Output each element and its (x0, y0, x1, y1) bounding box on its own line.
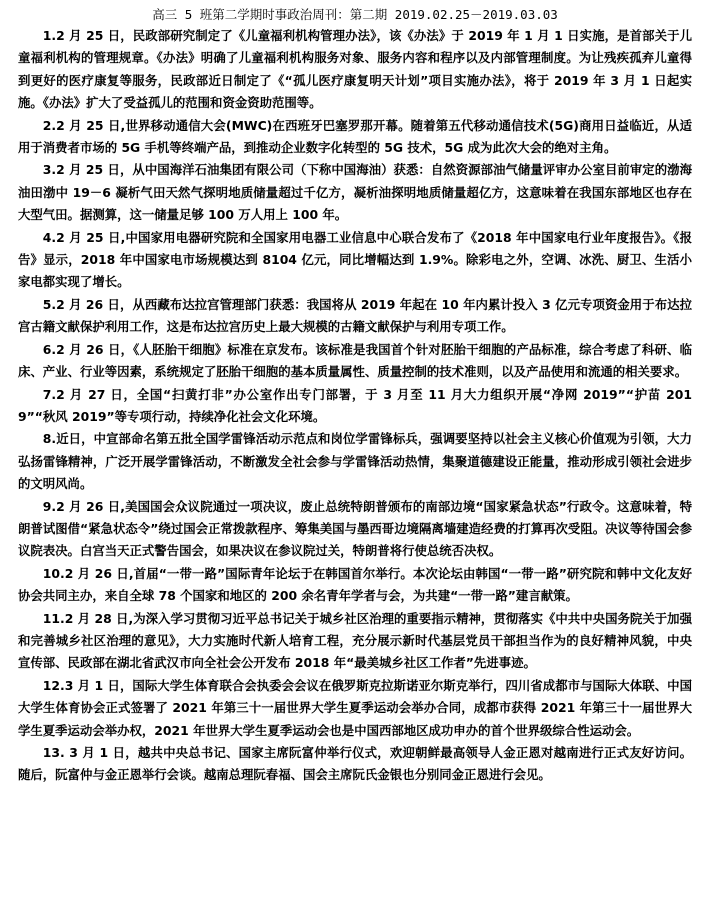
news-list (18, 25, 692, 787)
news-item-13: 13. 3 月 1 日，越共中央总书记、国家主席阮富仲举行仪式，欢迎朝鲜最高领导人金正恩对越南进行正式友好访问。随后，阮富仲与金正恩举行会谈。越南总理阮春福、国会主席阮氏金银也分别同金正恩进行会见。 (18, 745, 692, 783)
news-item-6: 6.2 月 26 日，《人胚胎干细胞》标准在京发布。该标准是我国首个针对胚胎干细胞的产品标准，综合考虑了科研、临床、产业、行业等因素，系统规定了胚胎干细胞的基本质量属性、质量控制的技术准则，以及产品使用和流通的相关要求。 (18, 341, 692, 380)
news-item-5: 5.2 月 26 日，从西藏布达拉宫管理部门获悉：我国将从 2019 年起在 10 年内累计投入 3 亿元专项资金用于布达拉宫古籍文献保护利用工作，这是布达拉宫历史上最大规模的古籍文献保护与利用专项工作。 (18, 296, 692, 335)
news-item-2: 2.2 月 25 日,世界移动通信大会(MWC)在西班牙巴塞罗那开幕。随着第五代移动通信技术(5G)商用日益临近，从适用于消费者市场的 5G 手机等终端产品，到推动企业数字化转型的 5G 技术，5G 成为此次大会的绝对主角。 (18, 117, 692, 156)
news-item-1: 1.2 月 25 日，民政部研究制定了《儿童福利机构管理办法》，该《办法》于 2019 年 1 月 1 日实施，是首部关于儿童福利机构的管理规章。《办法》明确了儿童福利机构服务对象、服务内容和程序以及内部管理制度。为让残疾孤弃儿童得到更好的医疗康复等服务，民政部近日制定了《“孤儿医疗康复明天计划”项目实施办法》，将于 2019 年 3 月 1 日起实施。《办法》扩大了受益孤儿的范围和资金资助范围等。 (18, 28, 692, 111)
document-title: 高三 5 班第二学期时事政治周刊：第二期 2019.02.25－2019.03.03 (152, 7, 558, 22)
news-item-12: 12.3 月 1 日，国际大学生体育联合会执委会会议在俄罗斯克拉斯诺亚尔斯克举行，四川省成都市与国际大体联、中国大学生体育协会正式签署了 2021 年第三十一届世界大学生夏季运动会举办合同，成都市获得 2021 年第三十一届世界大学生夏季运动会举办权，2021 年世界大学生夏季运动会也是中国西部地区成功申办的首个世界级综合性运动会。 (18, 677, 692, 738)
news-item-10: 10.2 月 26 日,首届“一带一路”国际青年论坛于在韩国首尔举行。本次论坛由韩国“一带一路”研究院和韩中文化友好协会共同主办，来自全球 78 个国家和地区的 200 余名青年学者与会，为共建“一带一路”建言献策。 (18, 565, 692, 604)
news-item-8: 8.近日，中宣部命名第五批全国学雷锋活动示范点和岗位学雷锋标兵，强调要坚持以社会主义核心价值观为引领，大力弘扬雷锋精神，广泛开展学雷锋活动，不断激发全社会参与学雷锋活动热情，集聚道德建设正能量，推动形成引领社会进步的文明风尚。 (18, 431, 692, 492)
news-item-11: 11.2 月 28 日,为深入学习贯彻习近平总书记关于城乡社区治理的重要指示精神，贯彻落实《中共中央国务院关于加强和完善城乡社区治理的意见》，大力实施时代新人培育工程，充分展示新时代基层党员干部担当作为的良好精神风貌，中央宣传部、民政部在湖北省武汉市向全社会公开发布 2018 年“最美城乡社区工作者”先进事迹。 (18, 610, 692, 671)
news-item-9: 9.2 月 26 日,美国国会众议院通过一项决议，废止总统特朗普颁布的南部边境“国家紧急状态”行政令。这意味着，特朗普试图借“紧急状态令”绕过国会正常拨款程序、筹集美国与墨西哥边境隔离墙建造经费的打算再次受阻。决议等待国会参议院表决。白宫当天正式警告国会，如果决议在参议院过关，特朗普将行使总统否决权。 (18, 498, 692, 559)
news-item-7: 7.2 月 27 日，全国“扫黄打非”办公室作出专门部署，于 3 月至 11 月大力组织开展“净网 2019”“护苗 2019”“秋风 2019”等专项行动，持续净化社会文化环境。 (18, 386, 692, 424)
news-item-4: 4.2 月 25 日,中国家用电器研究院和全国家用电器工业信息中心联合发布了《2018 年中国家电行业年度报告》。《报告》显示，2018 年中国家电市场规模达到 8104 亿元，同比增幅达到 1.9%。除彩电之外，空调、冰洗、厨卫、生活小家电都实现了增长。 (18, 229, 692, 290)
news-item-3: 3.2 月 25 日，从中国海洋石油集团有限公司（下称中国海油）获悉：自然资源部油气储量评审办公室目前审定的渤海油田渤中 19－6 凝析气田天然气探明地质储量超过千亿方，凝析油探明地质储量超亿方，这意味着在我国东部地区也存在大型气田。据测算，这一储量足够 100 万人用上 100 年。 (18, 162, 692, 223)
